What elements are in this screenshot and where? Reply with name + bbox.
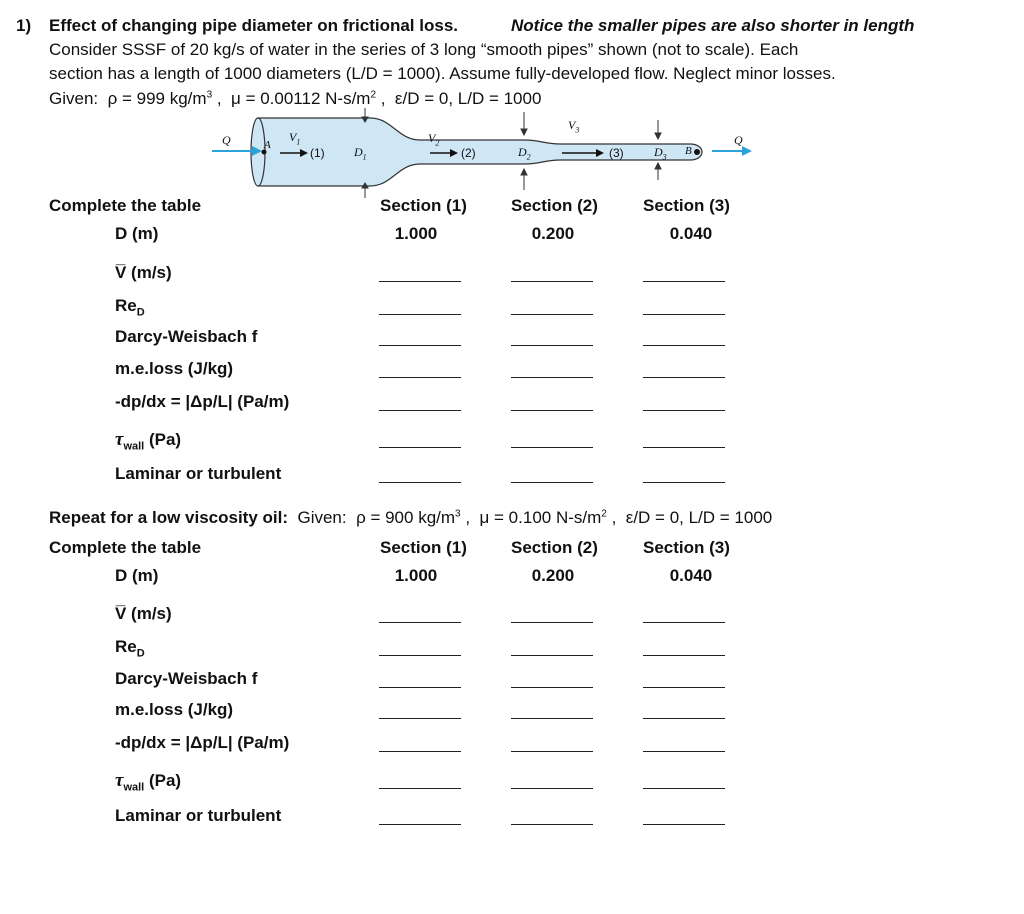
answer-blank[interactable] [511,345,593,346]
v1-sub: 1 [296,137,301,147]
problem-line-2: Consider SSSF of 20 kg/s of water in the series of 3 long “smooth pipes” shown (not to scale). Each [49,40,799,59]
answer-blank[interactable] [379,281,461,282]
table1-row-tau [115,429,181,452]
given-rest: ε/D = 0, L/D = 1000 [394,89,542,108]
answer-blank[interactable] [643,824,725,825]
v2-label [428,131,439,147]
answer-blank[interactable] [643,622,725,623]
table2-row-velocity: V̅ (m/s) [115,604,172,623]
table2-row-friction: Darcy-Weisbach f [115,669,258,688]
oil-mu: μ = 0.100 N-s/m [479,508,602,527]
answer-blank[interactable] [643,687,725,688]
table1-row-re [115,296,145,318]
table1-row-velocity: V̅ (m/s) [115,263,172,282]
given-water: Given: ρ = 999 $kg/m^3$ , μ = 0.00112 $N-s/m^2$ , ε/D = 0, L/D = 1000 [49,89,542,108]
oil-given: Repeat for a low viscosity oil: Given: ρ = 900 $kg/m^3$ , μ = 0.100 $N-s/m^2$ , ε/D = 0, L/D = 1000 [49,508,773,527]
v3-label [568,118,579,134]
problem-title: Effect of changing pipe diameter on frictional loss. [49,16,458,35]
pipe-diagram [0,108,1024,200]
q-in-label: Q [222,133,231,147]
inlet-arrow [212,146,262,156]
d2-sub: 2 [526,152,531,162]
table2-d-label: D (m) [115,566,159,585]
answer-blank[interactable] [643,377,725,378]
v2-symbol: V [428,131,436,145]
given-mu: μ = 0.00112 N-s/m [231,89,371,108]
answer-blank[interactable] [379,751,461,752]
answer-blank[interactable] [643,655,725,656]
given-rho: ρ = 999 kg/m [107,89,207,108]
oil-rho-exp: 3 [455,508,461,520]
table1-d2: 0.200 [531,224,575,243]
answer-blank[interactable] [379,622,461,623]
v3-sub: 3 [575,125,580,135]
table2-col-1: Section (1) [380,538,467,557]
v2-sub: 2 [435,138,440,148]
table2-tau-sub: wall [123,781,145,794]
table2-col-2: Section (2) [511,538,598,557]
table1-re-text: Re [115,296,137,315]
table2-row-re [115,637,145,659]
table1-row-regime: Laminar or turbulent [115,464,282,483]
outlet-arrow [712,146,752,156]
q-out-label: Q [734,133,743,147]
d3-sub: 3 [662,152,667,162]
section-2-tag: (2) [461,146,476,160]
answer-blank[interactable] [379,377,461,378]
answer-blank[interactable] [379,788,461,789]
answer-blank[interactable] [511,824,593,825]
table2-d1: 1.000 [394,566,438,585]
oil-given-label: Given: [297,508,347,527]
answer-blank[interactable] [511,482,593,483]
answer-blank[interactable] [511,788,593,789]
table1-tau-unit: (Pa) [148,430,182,449]
v3-symbol: V [568,118,576,132]
answer-blank[interactable] [511,751,593,752]
answer-blank[interactable] [511,281,593,282]
table1-row-friction: Darcy-Weisbach f [115,327,258,346]
answer-blank[interactable] [511,687,593,688]
table1-d-label: D (m) [115,224,159,243]
table1-row-meloss: m.e.loss (J/kg) [115,359,234,378]
answer-blank[interactable] [379,718,461,719]
point-b-label: B [685,145,692,157]
answer-blank[interactable] [511,655,593,656]
table2-re-sub: D [136,647,145,660]
table1-d1: 1.000 [394,224,438,243]
table2-heading: Complete the table [49,538,202,557]
answer-blank[interactable] [643,314,725,315]
d1-sub: 1 [362,152,367,162]
oil-rho: ρ = 900 kg/m [356,508,456,527]
section-3-tag: (3) [609,146,624,160]
d1-symbol: D [354,145,363,159]
answer-blank[interactable] [379,314,461,315]
d1-label [354,145,367,161]
answer-blank[interactable] [643,482,725,483]
table2-tau-symbol: τ [115,770,124,791]
v1-label [289,130,300,146]
answer-blank[interactable] [643,410,725,411]
table1-d3: 0.040 [669,224,713,243]
problem-number: 1) [16,16,32,35]
point-a-label: A [264,139,271,151]
oil-heading: Repeat for a low viscosity oil: [49,508,289,527]
table2-row-regime: Laminar or turbulent [115,806,282,825]
answer-blank[interactable] [643,281,725,282]
given-label: Given: [49,89,99,108]
table2-re-text: Re [115,637,137,656]
answer-blank[interactable] [511,377,593,378]
given-mu-exp: 2 [370,89,377,101]
d3-symbol: D [654,145,663,159]
table2-row-meloss: m.e.loss (J/kg) [115,700,234,719]
oil-rest: ε/D = 0, L/D = 1000 [625,508,773,527]
d3-label [654,145,667,161]
answer-blank[interactable] [511,447,593,448]
given-rho-exp: 3 [206,89,213,101]
table1-tau-sub: wall [123,440,145,453]
point-b-dot [694,149,700,155]
table1-heading: Complete the table [49,196,202,215]
table1-row-dpdx: -dp/dx = |Δp/L| (Pa/m) [115,392,290,411]
answer-blank[interactable] [379,824,461,825]
answer-blank[interactable] [511,718,593,719]
problem-line-3: section has a length of 1000 diameters (L/D = 1000). Assume fully-developed flow. Neglect minor losses. [49,64,836,83]
table1-col-1: Section (1) [380,196,467,215]
answer-blank[interactable] [643,718,725,719]
table2-row-dpdx: -dp/dx = |Δp/L| (Pa/m) [115,733,290,752]
answer-blank[interactable] [379,482,461,483]
v1-symbol: V [289,130,297,144]
answer-blank[interactable] [511,314,593,315]
answer-blank[interactable] [379,345,461,346]
table2-row-tau [115,770,181,793]
table2-d2: 0.200 [531,566,575,585]
answer-blank[interactable] [511,622,593,623]
answer-blank[interactable] [643,345,725,346]
d2-symbol: D [518,145,527,159]
table1-tau-symbol: τ [115,429,124,450]
answer-blank[interactable] [643,751,725,752]
answer-blank[interactable] [511,410,593,411]
problem-note: Notice the smaller pipes are also shorter in length [511,16,915,35]
d2-label [518,145,531,161]
table1-col-3: Section (3) [643,196,730,215]
answer-blank[interactable] [379,410,461,411]
answer-blank[interactable] [379,447,461,448]
table2-col-3: Section (3) [643,538,730,557]
answer-blank[interactable] [643,788,725,789]
answer-blank[interactable] [379,687,461,688]
table1-re-sub: D [136,306,145,319]
answer-blank[interactable] [379,655,461,656]
table2-d3: 0.040 [669,566,713,585]
answer-blank[interactable] [643,447,725,448]
section-1-tag: (1) [310,146,325,160]
table1-col-2: Section (2) [511,196,598,215]
oil-mu-exp: 2 [601,508,607,520]
table2-tau-unit: (Pa) [148,771,182,790]
